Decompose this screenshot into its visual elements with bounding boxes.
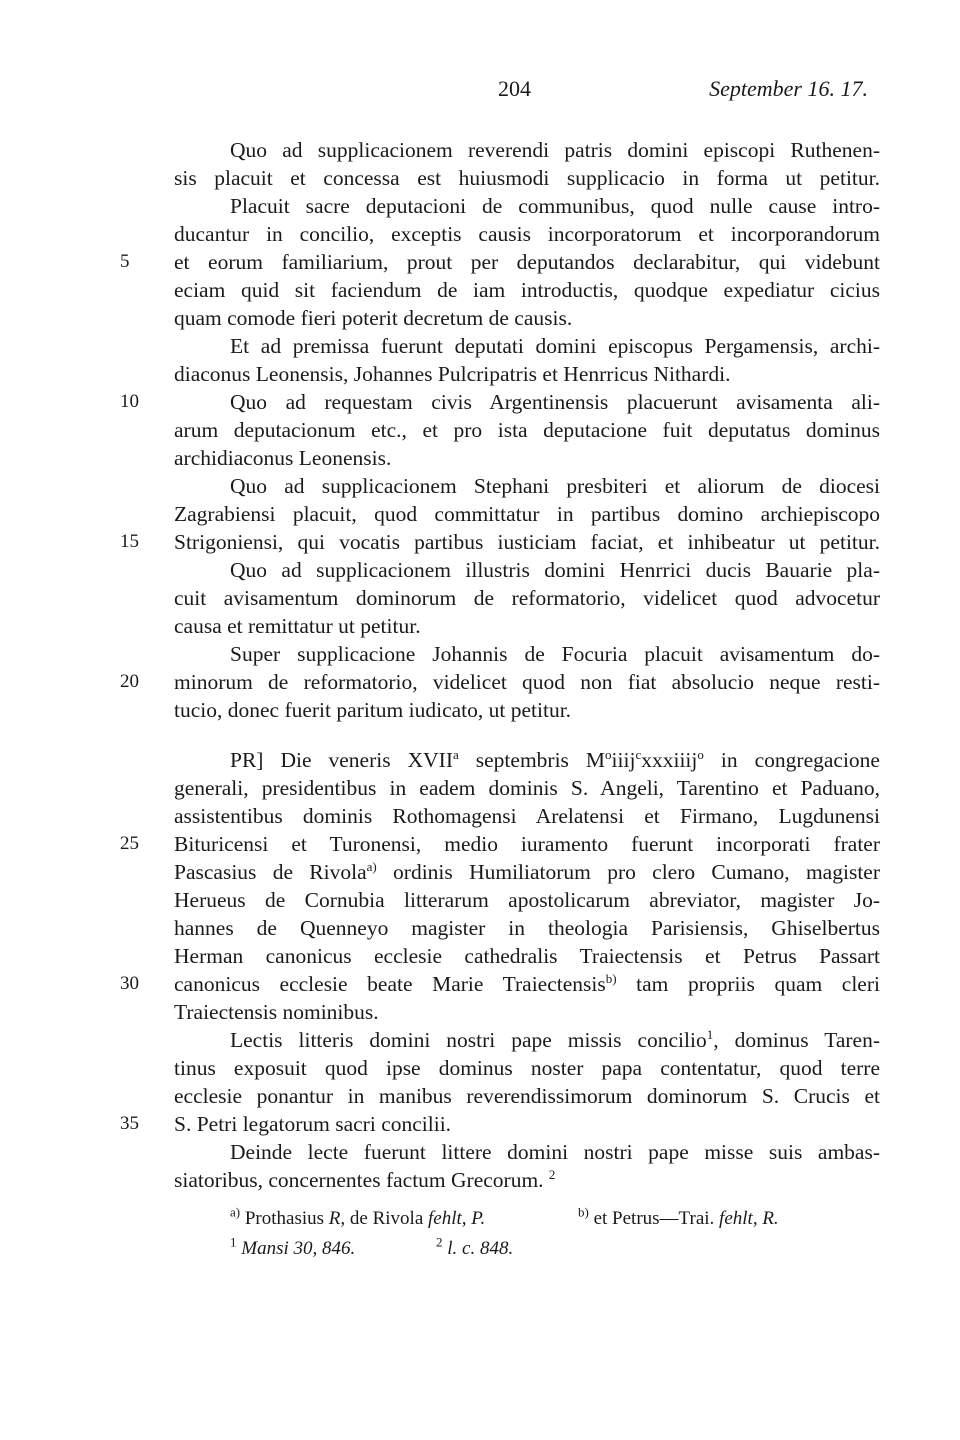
text-line: causa et remittatur ut petitur.: [174, 614, 421, 638]
footnote-mark: b): [578, 1204, 589, 1220]
footnote-note: fehlt, P.: [428, 1208, 486, 1229]
text-line: Traiectensis nominibus.: [174, 1000, 379, 1024]
text-line: minorum de reformatorio, videlicet quod non fiat absolucio neque resti-: [174, 670, 880, 694]
text-run: , dominus Taren-: [713, 1028, 880, 1052]
text-line: Et ad premissa fuerunt deputati domini episcopus Pergamensis, archi-: [230, 334, 880, 358]
text-line: Quo ad requestam civis Argentinensis placuerunt avisamenta ali-: [230, 390, 880, 414]
footnote-siglum: R,: [328, 1208, 346, 1229]
text-line: sis placuit et concessa est huiusmodi supplicacio in forma ut petitur.: [174, 166, 880, 190]
text-line: assistentibus dominis Rothomagensi Arelatensi et Firmano, Lugdunensi: [174, 804, 880, 828]
text-line: diaconus Leonensis, Johannes Pulcripatris et Henrricus Nithardi.: [174, 362, 731, 386]
text-line: Deinde lecte fuerunt littere domini nostri pape misse suis ambas-: [230, 1140, 880, 1164]
text-line: Quo ad supplicacionem illustris domini Henrrici ducis Bauarie pla-: [230, 558, 880, 582]
line-number: 20: [120, 671, 139, 692]
text-run: iiij: [611, 748, 636, 772]
text-run: tam propriis quam cleri: [616, 972, 880, 996]
text-run: xxxiiij: [641, 748, 698, 772]
text-run: septembris M: [458, 748, 606, 772]
line-number: 10: [120, 391, 139, 412]
footnote-1: [230, 1236, 355, 1262]
text-line: cuit avisamentum dominorum de reformatorio, videlicet quod advocetur: [174, 586, 880, 610]
text-line: Super supplicacione Johannis de Focuria placuit avisamentum do-: [230, 642, 880, 666]
text-line: Zagrabiensi placuit, quod committatur in partibus domino archiepiscopo: [174, 502, 880, 526]
text-line: ducantur in concilio, exceptis causis incorporatorum et incorporandorum: [174, 222, 880, 246]
footnote-text: et Petrus—Trai.: [593, 1208, 715, 1229]
text-run: in congregacione: [703, 748, 880, 772]
text-line: S. Petri legatorum sacri concilii.: [174, 1112, 452, 1136]
superscript: c: [635, 746, 642, 762]
line-number: 30: [120, 973, 139, 994]
line-number: 15: [120, 531, 139, 552]
page-header: [0, 76, 960, 116]
footnote-note: fehlt, R.: [719, 1208, 779, 1229]
text-run: ordinis Humiliatorum pro clero Cumano, magister: [376, 860, 880, 884]
text-line: ecclesie ponantur in manibus reverendissimorum dominorum S. Crucis et: [174, 1084, 880, 1108]
footnote-text: de Rivola: [349, 1208, 424, 1229]
text-line: generali, presidentibus in eadem dominis S. Angeli, Tarentino et Paduano,: [174, 776, 880, 800]
footnote-ref: a): [366, 858, 377, 874]
superscript: a: [452, 746, 459, 762]
text-run: siatoribus, concernentes factum Grecorum.: [174, 1168, 544, 1192]
text-line: hannes de Quenneyo magister in theologia Parisiensis, Ghiselbertus: [174, 916, 880, 940]
running-head: September 16. 17.: [709, 76, 868, 101]
footnote-mark: 1: [230, 1234, 237, 1250]
text-run: PR] Die veneris XVII: [230, 748, 453, 772]
superscript: o: [605, 746, 612, 762]
footnote-a: [230, 1206, 485, 1232]
text-line: et eorum familiarium, prout per deputandos declarabitur, qui videbunt: [174, 250, 880, 274]
text-line: tinus exposuit quod ipse dominus noster papa contentatur, quod terre: [174, 1056, 880, 1080]
superscript: o: [697, 746, 704, 762]
text-line: Bituricensi et Turonensi, medio iuramento fuerunt incorporati frater: [174, 832, 880, 856]
text-run: Lectis litteris domini nostri pape missis concilio: [230, 1028, 707, 1052]
text-line: [174, 1166, 880, 1194]
text-line: quam comode fieri poterit decretum de causis.: [174, 306, 573, 330]
footnote-citation: l. c. 848.: [447, 1238, 514, 1259]
line-number: 35: [120, 1113, 139, 1134]
footnote-ref: 2: [548, 1166, 556, 1182]
footnote-mark: 2: [436, 1234, 443, 1250]
text-line: [230, 746, 880, 774]
footnote-2: [436, 1236, 513, 1262]
text-line: Quo ad supplicacionem reverendi patris domini episcopi Ruthenen-: [230, 138, 880, 162]
text-line: Herman canonicus ecclesie cathedralis Traiectensis et Petrus Passart: [174, 944, 880, 968]
footnote-mark: a): [230, 1204, 241, 1220]
footnote-b: [578, 1206, 779, 1232]
text-line: tucio, donec fuerit paritum iudicato, ut petitur.: [174, 698, 572, 722]
footnote-citation: Mansi 30, 846.: [241, 1238, 356, 1259]
text-line: archidiaconus Leonensis.: [174, 446, 392, 470]
text-line: Herueus de Cornubia litterarum apostolicarum abreviator, magister Jo-: [174, 888, 880, 912]
text-line: Strigoniensi, qui vocatis partibus iusticiam faciat, et inhibeatur ut petitur.: [174, 530, 880, 554]
text-line: eciam quid sit faciendum de iam introductis, quodque expediatur cicius: [174, 278, 880, 302]
page-number: 204: [498, 76, 531, 101]
text-run: Pascasius de Rivola: [174, 860, 367, 884]
text-line: Placuit sacre deputacioni de communibus, quod nulle cause intro-: [230, 194, 880, 218]
text-line: [230, 1026, 880, 1054]
text-line: [174, 858, 880, 886]
footnote-ref: 1: [706, 1026, 714, 1042]
text-run: canonicus ecclesie beate Marie Traiectensis: [174, 972, 606, 996]
footnote-text: Prothasius: [244, 1208, 325, 1229]
text-line: Quo ad supplicacionem Stephani presbiteri et aliorum de diocesi: [230, 474, 880, 498]
line-number: 5: [120, 251, 130, 272]
line-number: 25: [120, 833, 139, 854]
footnote-ref: b): [605, 970, 617, 986]
text-line: [174, 970, 880, 998]
text-line: arum deputacionum etc., et pro ista deputacione fuit deputatus dominus: [174, 418, 880, 442]
